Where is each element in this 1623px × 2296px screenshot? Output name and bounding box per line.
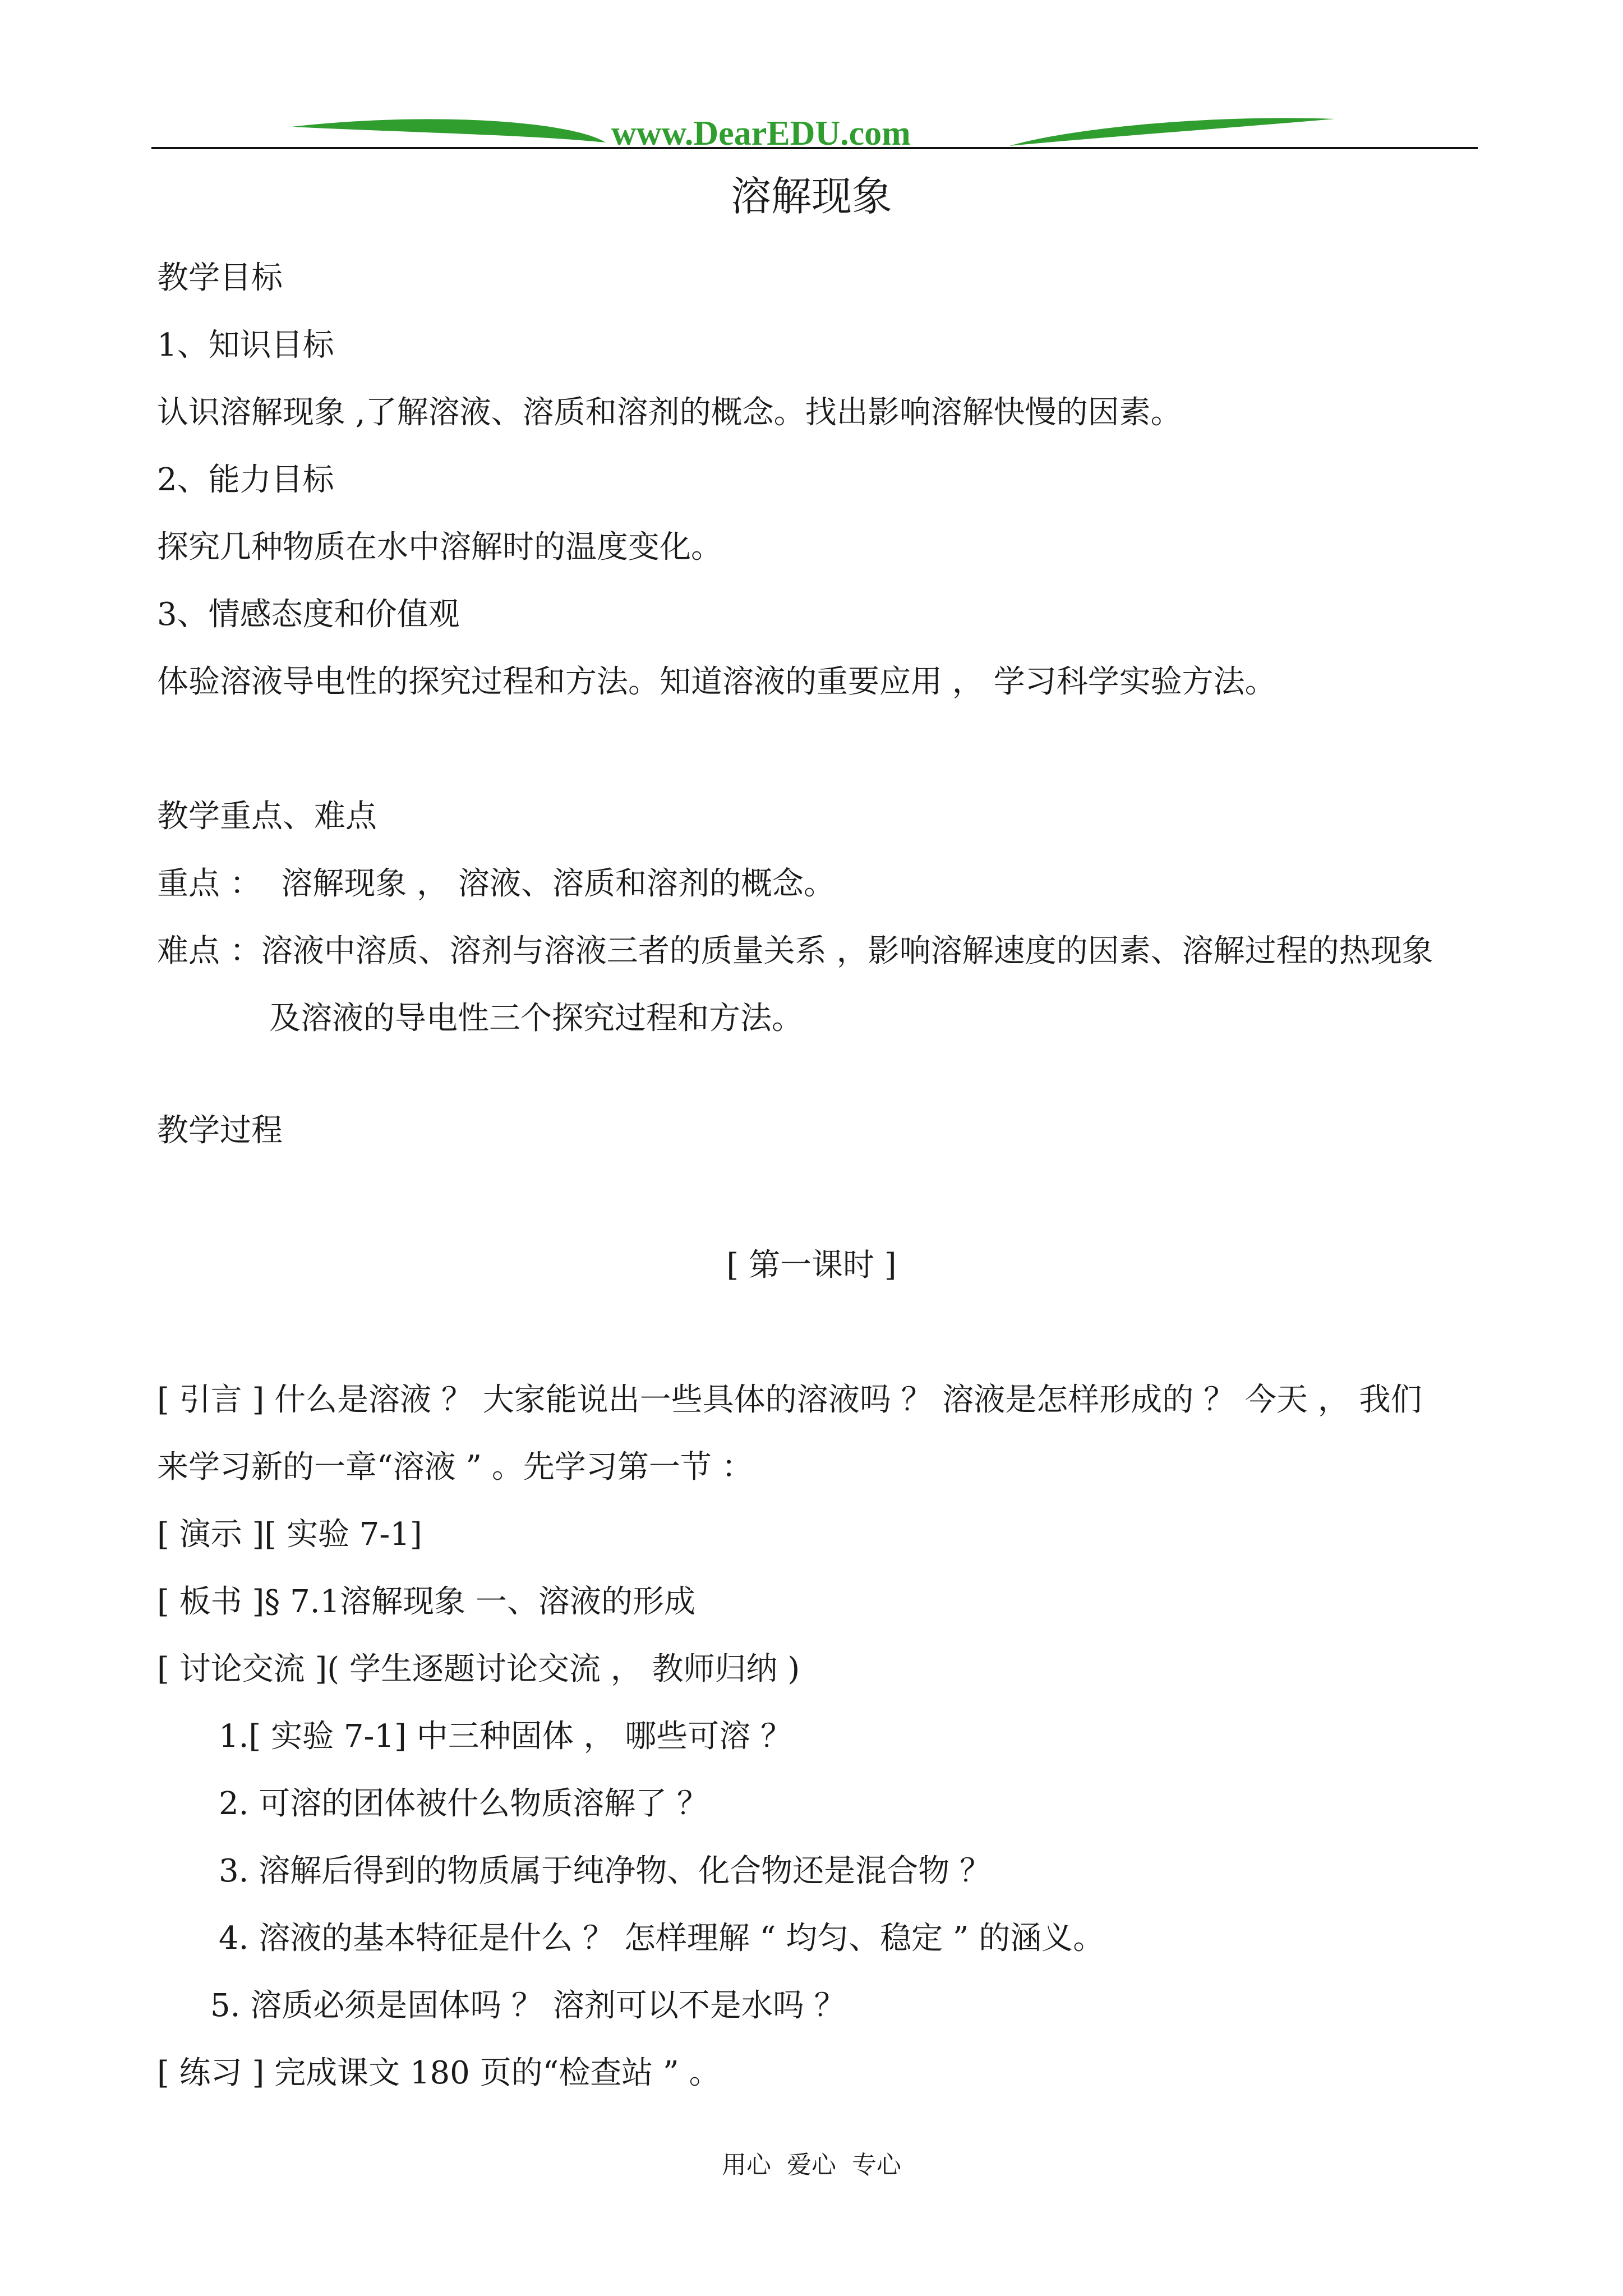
- paragraph: 体验溶液导电性的探究过程和方法。知道溶液的重要应用 ， 学习科学实验方法。: [157, 664, 1276, 700]
- subheading-knowledge: 1、知识目标: [157, 327, 334, 364]
- subheading-attitude: 3、情感态度和价值观: [157, 596, 460, 633]
- section-heading-process: 教学过程: [157, 1112, 283, 1149]
- subheading-ability: 2、能力目标: [157, 462, 334, 498]
- paragraph-board: [ 板书 ]§ 7.1溶解现象 一、溶液的形成: [157, 1584, 695, 1620]
- page-title: 溶解现象: [730, 173, 892, 220]
- lesson-label: [ 第一课时 ]: [726, 1247, 897, 1283]
- paragraph: 认识溶解现象 ,了解溶液、溶质和溶剂的概念。找出影响溶解快慢的因素。: [157, 394, 1182, 431]
- logo-right-swoosh: [1009, 118, 1335, 146]
- paragraph-intro: [ 引言 ] 什么是溶液 ？ 大家能说出一些具体的溶液吗 ？ 溶液是怎样形成的 ？ 今天 ， 我们: [157, 1382, 1422, 1418]
- paragraph-difficulty-cont: 及溶液的导电性三个探究过程和方法。: [269, 1000, 803, 1037]
- page-footer: 用心 爱心 专心: [722, 2151, 901, 2179]
- paragraph-practice: [ 练习 ] 完成课文 180 页的“检查站 ” 。: [157, 2055, 721, 2091]
- logo-text: www.DearEDU.com: [611, 114, 911, 153]
- logo-left-swoosh: [292, 119, 606, 142]
- list-item: 1.[ 实验 7-1] 中三种固体 ， 哪些可溶 ？: [219, 1718, 792, 1755]
- paragraph-intro-cont: 来学习新的一章“溶液 ” 。先学习第一节 ：: [157, 1449, 753, 1485]
- section-heading-goals: 教学目标: [157, 260, 283, 296]
- list-item: 3. 溶解后得到的物质属于纯净物、化合物还是混合物 ？: [219, 1853, 992, 1889]
- header-rule: [151, 147, 1478, 149]
- paragraph-discussion: [ 讨论交流 ]( 学生逐题讨论交流 ， 教师归纳 ): [157, 1651, 800, 1687]
- paragraph-keypoint: 重点 ： 溶解现象 ， 溶液、溶质和溶剂的概念。: [157, 866, 836, 902]
- list-item: 5. 溶质必须是固体吗 ？ 溶剂可以不是水吗 ？: [210, 1987, 846, 2024]
- list-item: 4. 溶液的基本特征是什么 ？ 怎样理解 “ 均匀、稳定 ” 的涵义。: [219, 1920, 1105, 1957]
- paragraph-difficulty: 难点 ：溶液中溶质、溶剂与溶液三者的质量关系 ，影响溶解速度的因素、溶解过程的热现象: [157, 933, 1433, 969]
- paragraph-demo: [ 演示 ][ 实验 7-1]: [157, 1516, 422, 1553]
- list-item: 2. 可溶的团体被什么物质溶解了 ？: [219, 1786, 709, 1822]
- section-heading-keypoints: 教学重点、难点: [157, 798, 377, 835]
- paragraph: 探究几种物质在水中溶解时的温度变化。: [157, 529, 722, 565]
